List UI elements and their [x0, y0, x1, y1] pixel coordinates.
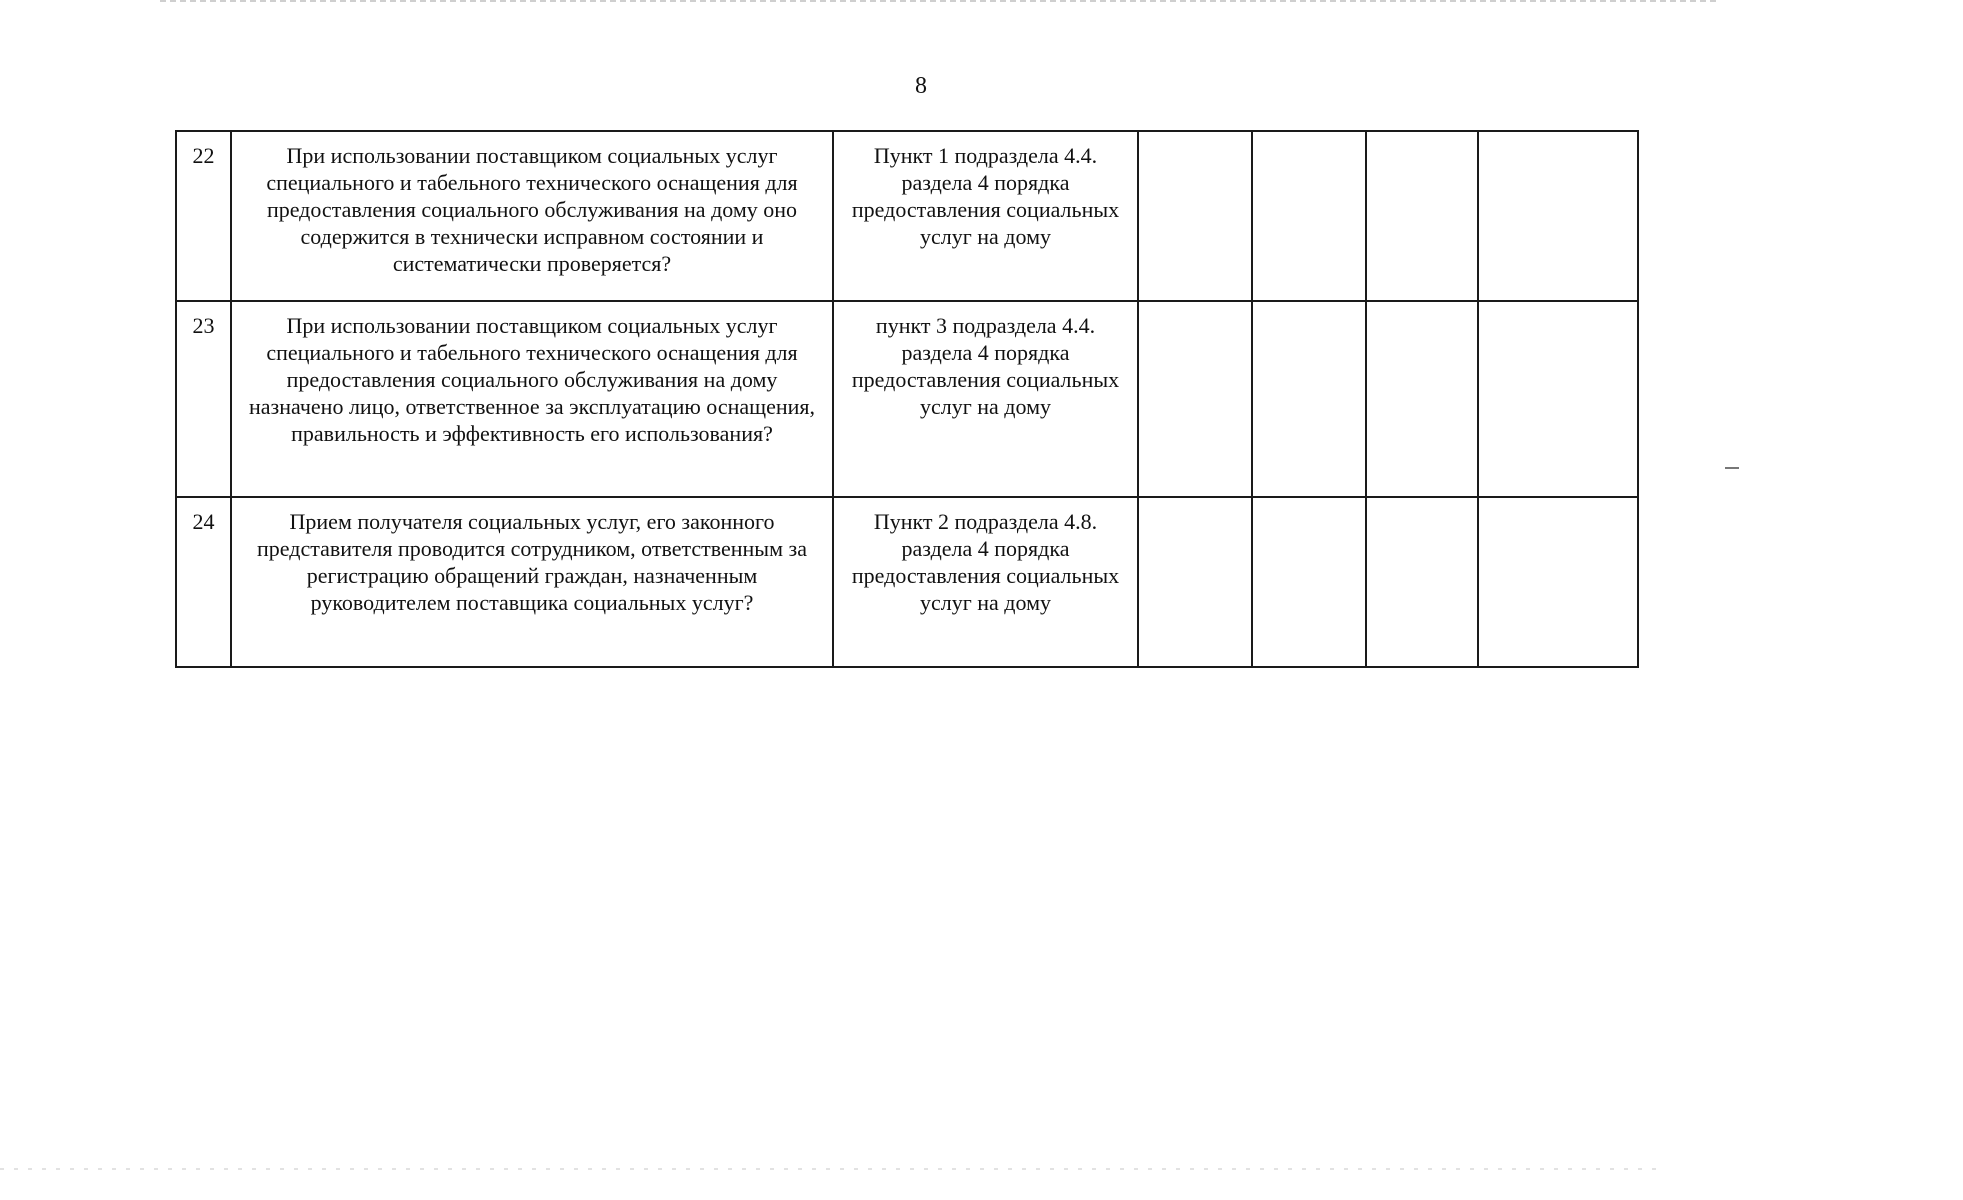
checklist-table: [175, 130, 1639, 668]
reference-cell: Пункт 1 подраздела 4.4. раздела 4 порядка предоставления социальных услуг на дому: [833, 131, 1138, 301]
answer-cell[interactable]: [1366, 497, 1478, 667]
answer-cell[interactable]: [1252, 131, 1366, 301]
scan-artifact-top: [160, 0, 1720, 2]
table-row: [176, 497, 1638, 667]
table-row: [176, 131, 1638, 301]
answer-cell[interactable]: [1138, 301, 1252, 497]
page-number: 8: [915, 73, 927, 99]
notes-cell[interactable]: [1478, 301, 1638, 497]
notes-cell[interactable]: [1478, 497, 1638, 667]
notes-cell[interactable]: [1478, 131, 1638, 301]
question-cell: При использовании поставщиком социальных услуг специального и табельного технического оснащения для предоставления социального обслуживания на дому назначено лицо, ответственное за эксплуатацию оснащения, правильность и эффективность его использования?: [231, 301, 833, 497]
answer-cell[interactable]: [1138, 497, 1252, 667]
reference-cell: Пункт 2 подраздела 4.8. раздела 4 порядка предоставления социальных услуг на дому: [833, 497, 1138, 667]
row-number: 23: [176, 301, 231, 497]
question-cell: При использовании поставщиком социальных услуг специального и табельного технического оснащения для предоставления социального обслуживания на дому оно содержится в технически исправном состоянии и систематически проверяется?: [231, 131, 833, 301]
scan-artifact-dash: [1725, 467, 1739, 469]
answer-cell[interactable]: [1366, 131, 1478, 301]
scan-artifact-bottom: [0, 1168, 1660, 1170]
row-number: 24: [176, 497, 231, 667]
answer-cell[interactable]: [1252, 301, 1366, 497]
row-number: 22: [176, 131, 231, 301]
answer-cell[interactable]: [1366, 301, 1478, 497]
question-cell: Прием получателя социальных услуг, его законного представителя проводится сотрудником, ответственным за регистрацию обращений граждан, назначенным руководителем поставщика социальных услуг?: [231, 497, 833, 667]
answer-cell[interactable]: [1138, 131, 1252, 301]
reference-cell: пункт 3 подраздела 4.4. раздела 4 порядка предоставления социальных услуг на дому: [833, 301, 1138, 497]
table-row: [176, 301, 1638, 497]
answer-cell[interactable]: [1252, 497, 1366, 667]
